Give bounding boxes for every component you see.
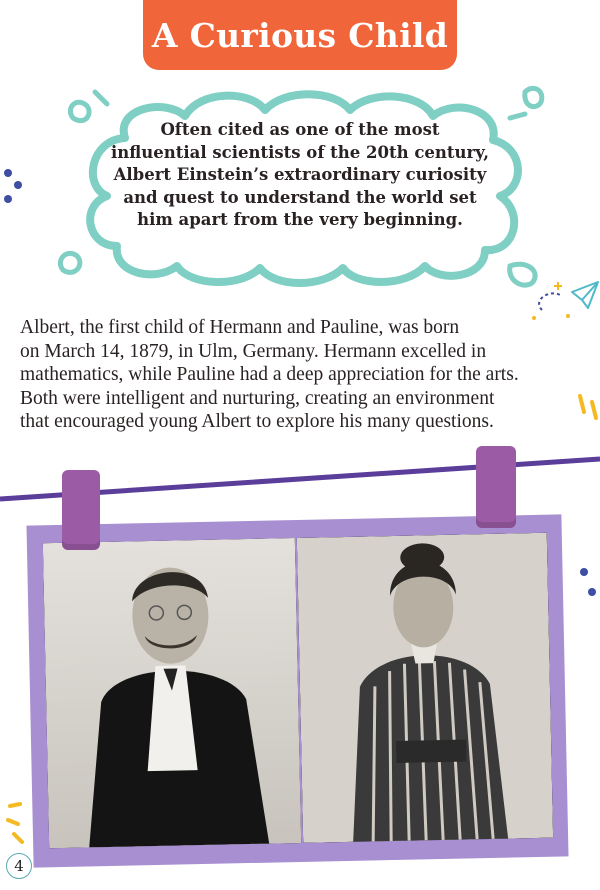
woman-portrait-photo [297, 533, 553, 843]
dots-decoration-icon [0, 165, 36, 210]
intro-line: and quest to understand the world set [123, 187, 477, 207]
body-line: Both were intelligent and nurturing, creating an environment [20, 387, 495, 409]
page-number: 4 [6, 853, 32, 879]
binder-clip-right [476, 446, 516, 528]
intro-line: Albert Einstein’s extraordinary curiosity [113, 165, 487, 184]
dots-decoration-icon [574, 562, 600, 604]
dashes-decoration-icon [4, 798, 34, 844]
body-line: mathematics, while Pauline had a deep appreciation for the arts. [20, 364, 519, 385]
photo-frame [26, 514, 568, 867]
page-title: A Curious Child [151, 15, 449, 55]
body-line: Albert, the first child of Hermann and Pauline, was born [20, 317, 460, 338]
body-line: on March 14, 1879, in Ulm, Germany. Hermann excelled in [20, 340, 487, 362]
intro-line: Often cited as one of the most [160, 120, 440, 139]
body-line: that encouraged young Albert to explore his many questions. [20, 411, 494, 432]
title-banner [143, 0, 457, 70]
binder-clip-left [62, 470, 100, 550]
intro-line: him apart from the very beginning. [137, 210, 463, 229]
body-paragraph [20, 316, 595, 434]
intro-line: influential scientists of the 20th century, [111, 142, 489, 162]
intro-paragraph [110, 119, 490, 232]
man-portrait-photo [43, 538, 301, 848]
